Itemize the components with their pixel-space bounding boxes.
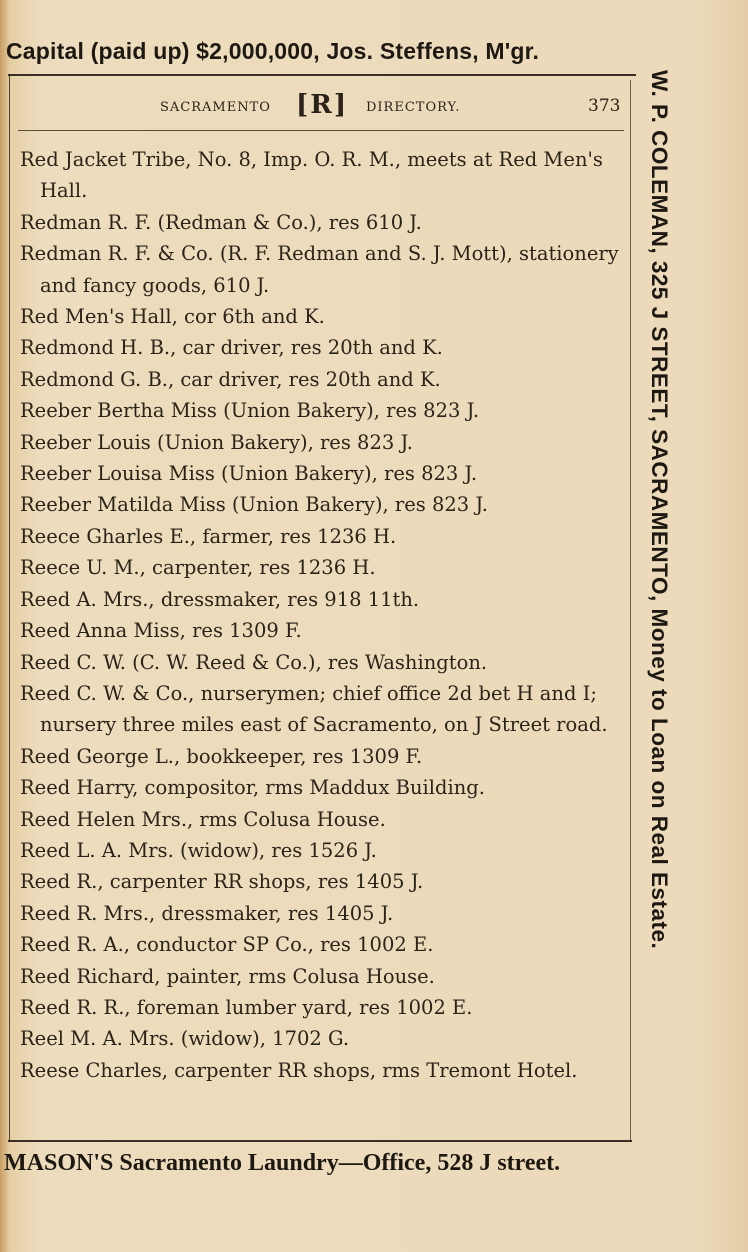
directory-entry: Reed L. A. Mrs. (widow), res 1526 J. (20, 838, 377, 862)
directory-entries (20, 144, 624, 1086)
directory-entry: Reed R. R., foreman lumber yard, res 1002 E. (20, 995, 473, 1019)
directory-entry: Reel M. A. Mrs. (widow), 1702 G. (20, 1027, 350, 1051)
bottom-rule (8, 1140, 632, 1142)
header-letter: [R] (296, 90, 349, 120)
directory-entry: Red Jacket Tribe, No. 8, Imp. O. R. M., meets at Red Men's Hall. (20, 148, 603, 203)
directory-entry: Reeber Matilda Miss (Union Bakery), res 823 J. (20, 493, 488, 517)
directory-entry: Reed C. W. & Co., nurserymen; chief office 2d bet H and I; nursery three miles east of Sacramento, on J Street road. (20, 681, 608, 737)
directory-entry: Reese Charles, carpenter RR shops, rms Tremont Hotel. (20, 1058, 578, 1082)
top-advertisement: Capital (paid up) $2,000,000, Jos. Steffens, M'gr. (6, 38, 540, 64)
directory-entry: Reed R. Mrs., dressmaker, res 1405 J. (20, 901, 394, 925)
header-city: SACRAMENTO (160, 100, 271, 115)
directory-entry: Reed Richard, painter, rms Colusa House. (20, 964, 435, 988)
directory-entry: Reed Anna Miss, res 1309 F. (20, 619, 302, 643)
directory-entry: Reed R. A., conductor SP Co., res 1002 E. (20, 933, 434, 957)
header-rule (18, 130, 624, 131)
directory-entry: Reed C. W. (C. W. Reed & Co.), res Washington. (20, 650, 488, 674)
top-rule (8, 74, 636, 76)
directory-entry: Reeber Louis (Union Bakery), res 823 J. (20, 430, 413, 454)
directory-entry: Reece Gharles E., farmer, res 1236 H. (20, 524, 397, 548)
directory-entry: Redmond G. B., car driver, res 20th and K. (20, 367, 441, 391)
directory-entry: Reeber Louisa Miss (Union Bakery), res 823 J. (20, 462, 478, 486)
running-header (160, 90, 630, 124)
left-rule (9, 75, 10, 1141)
directory-entry: Reed R., carpenter RR shops, res 1405 J. (20, 870, 424, 894)
page-number: 373 (588, 96, 621, 116)
header-directory: DIRECTORY. (366, 100, 461, 115)
bottom-advertisement: MASON'S Sacramento Laundry—Office, 528 J street. (4, 1150, 561, 1176)
directory-entry: Reed Harry, compositor, rms Maddux Building. (20, 776, 485, 800)
directory-entry: Reed A. Mrs., dressmaker, res 918 11th. (20, 587, 420, 611)
directory-entry: Reece U. M., carpenter, res 1236 H. (20, 556, 376, 580)
directory-entry: Red Men's Hall, cor 6th and K. (20, 305, 325, 329)
directory-entry: Redman R. F. & Co. (R. F. Redman and S. J. Mott), stationery and fancy goods, 610 J. (20, 242, 619, 297)
directory-entry: Reeber Bertha Miss (Union Bakery), res 823 J. (20, 399, 480, 423)
side-advertisement (646, 70, 676, 1150)
directory-entry: Reed Helen Mrs., rms Colusa House. (20, 807, 386, 831)
side-advertisement-text: W. P. COLEMAN, 325 J STREET, SACRAMENTO, Money to Loan on Real Estate. (647, 70, 672, 950)
directory-entry: Reed George L., bookkeeper, res 1309 F. (20, 744, 423, 768)
directory-entry: Redmond H. B., car driver, res 20th and K. (20, 336, 443, 360)
directory-entry: Redman R. F. (Redman & Co.), res 610 J. (20, 210, 422, 234)
